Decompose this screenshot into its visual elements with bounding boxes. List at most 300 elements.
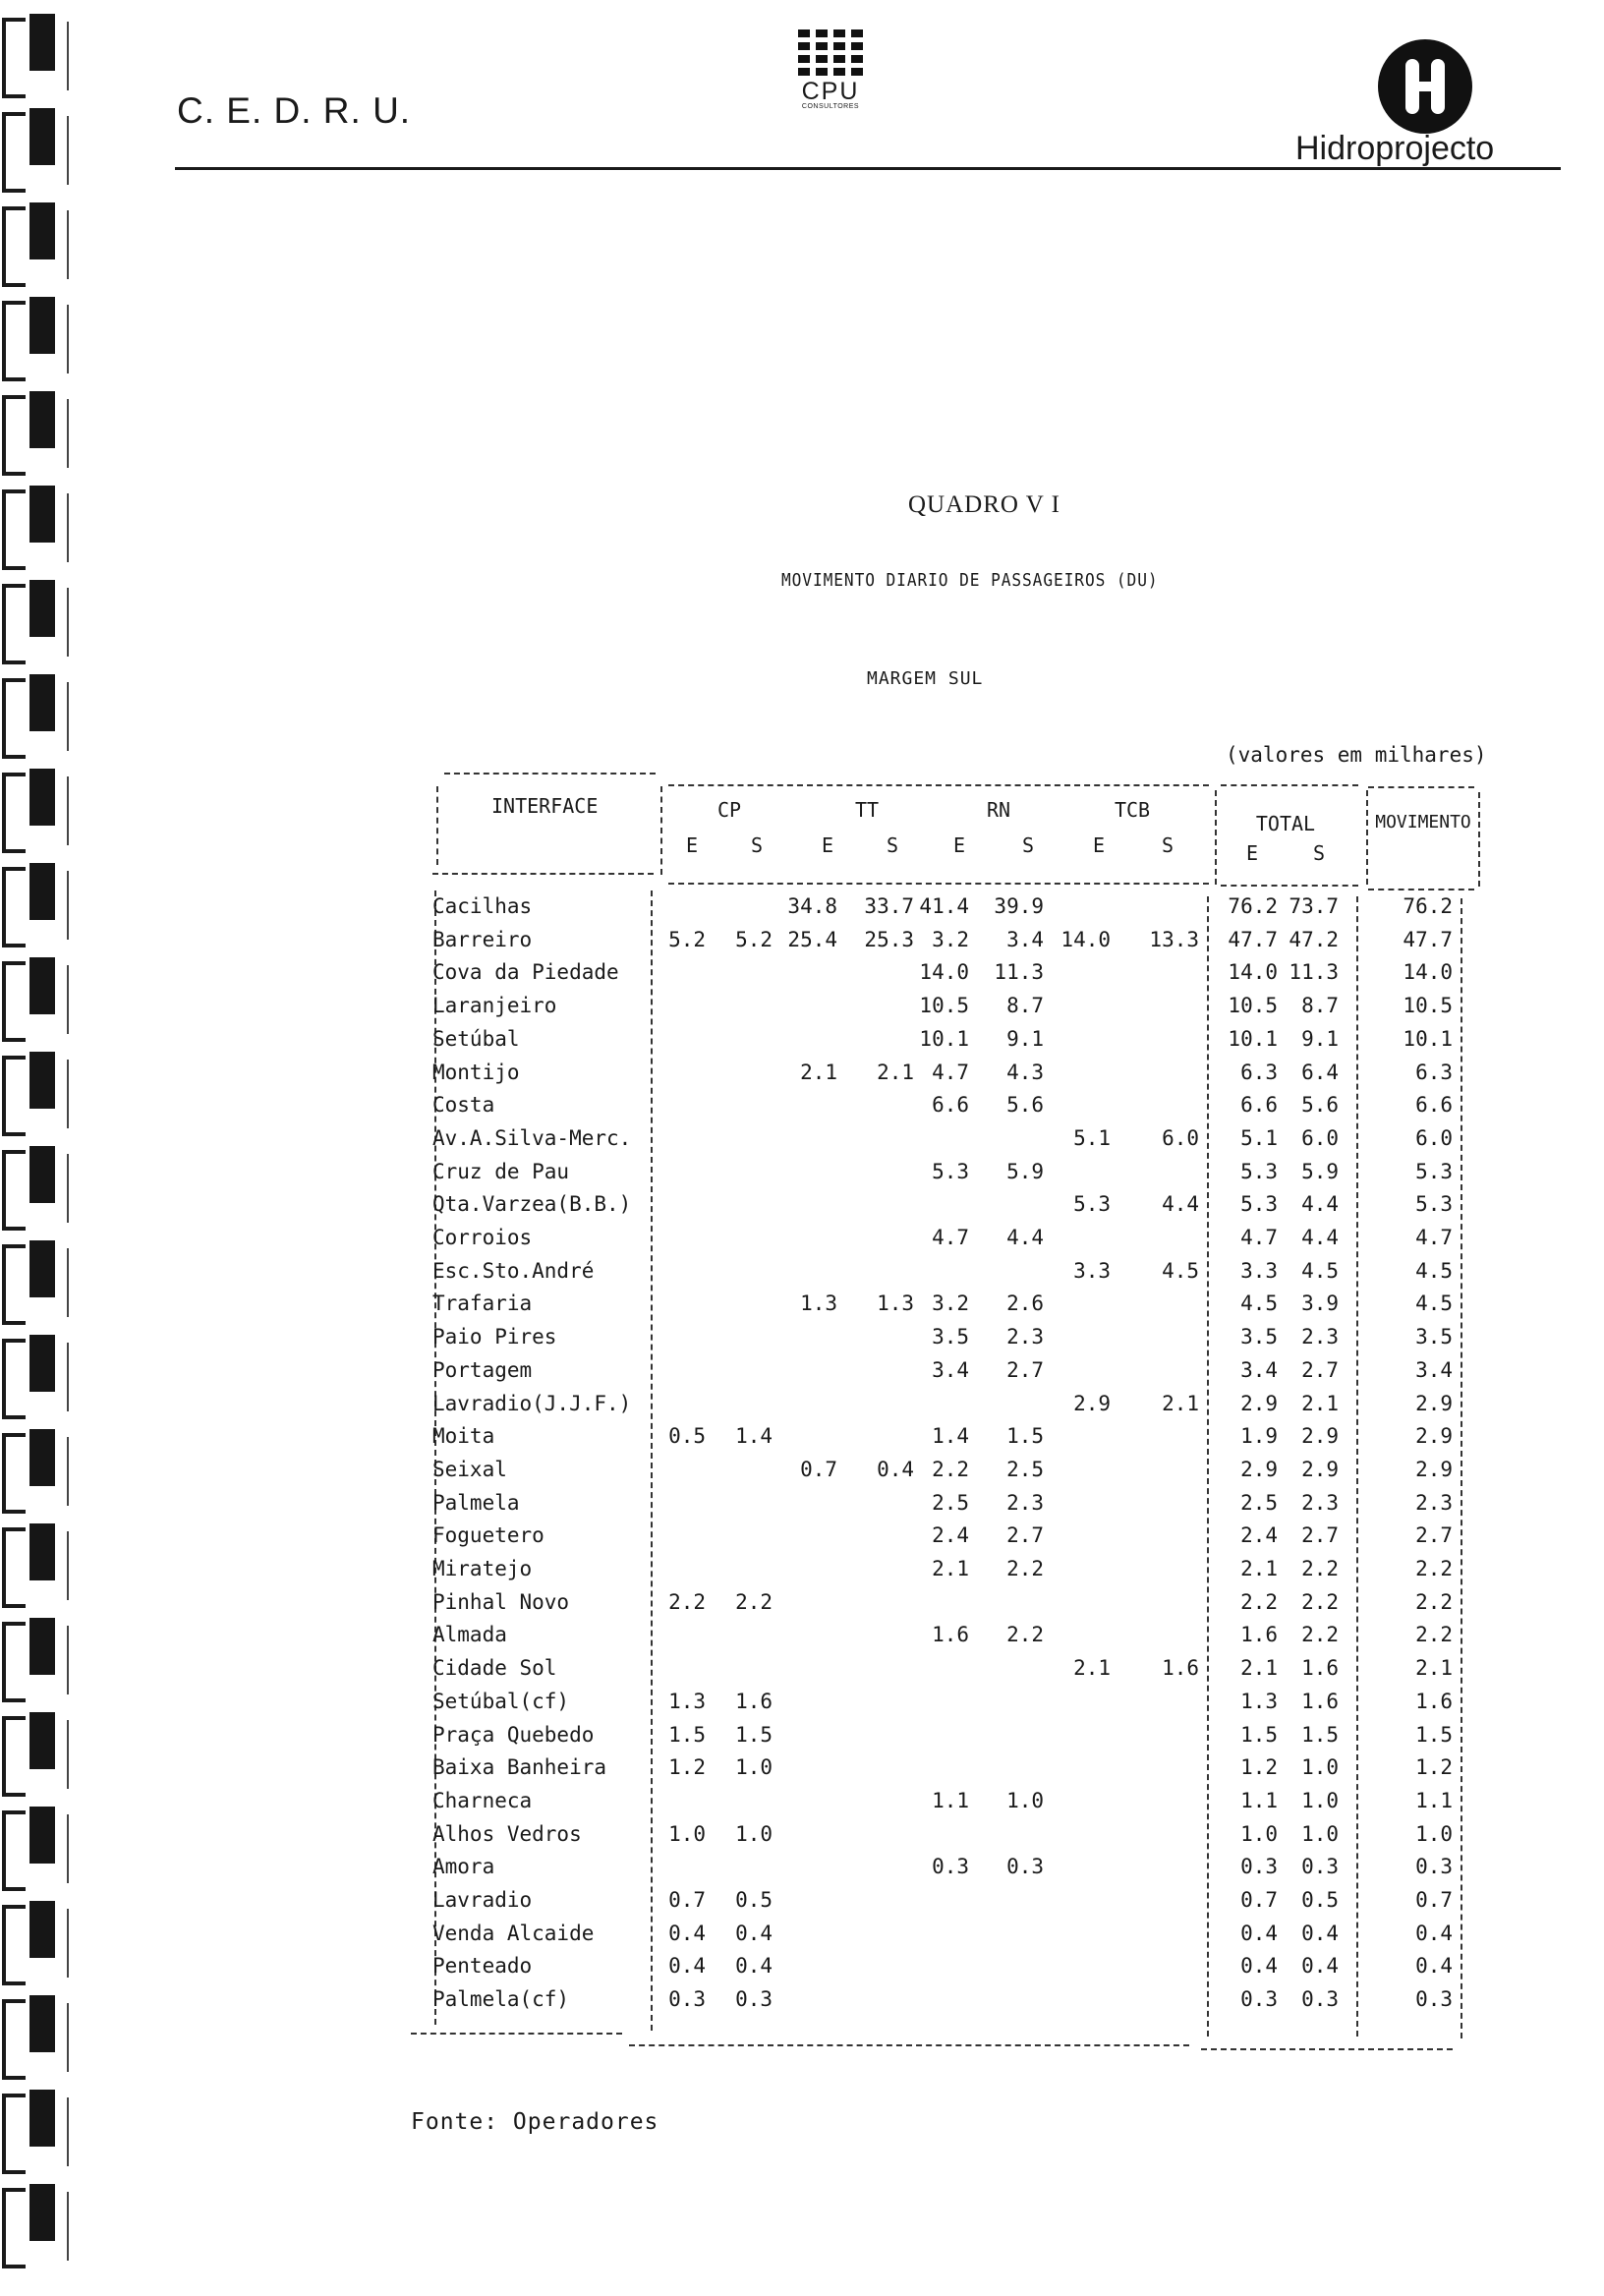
cpu-logo	[791, 29, 870, 110]
col-header-tt: TT	[854, 798, 880, 822]
quadro-number: QUADRO V I	[908, 491, 1060, 518]
table-cell: 0.3	[1301, 1987, 1339, 2012]
sub-header-s: S	[750, 833, 764, 857]
table-row	[0, 1491, 1604, 1524]
table-cell: 2.2	[668, 1589, 706, 1614]
table-row	[0, 1126, 1604, 1160]
table-cell: 1.0	[1301, 1788, 1339, 1812]
table-cell: 3.3	[1240, 1258, 1278, 1283]
table-cell: 1.1	[1240, 1788, 1278, 1812]
table-cell: 1.6	[1301, 1689, 1339, 1713]
table-cell: 2.3	[1301, 1325, 1339, 1349]
col-header-tcb: TCB	[1114, 798, 1151, 822]
table-cell: 5.3	[1240, 1159, 1278, 1183]
binding-ring-icon	[0, 576, 73, 666]
table-cell: 2.1	[1240, 1557, 1278, 1580]
table-cell: 2.4	[1240, 1523, 1278, 1548]
interface-name: Lavradio(J.J.F.)	[432, 1391, 632, 1415]
table-row	[0, 1458, 1604, 1491]
table-cell: 2.2	[1415, 1589, 1453, 1614]
table-cell: 1.1	[1415, 1788, 1453, 1812]
table-cell: 47.7	[1228, 927, 1278, 951]
table-row	[0, 1855, 1604, 1888]
table-cell: 3.5	[1415, 1325, 1453, 1349]
table-cell: 13.3	[1149, 927, 1199, 951]
table-cell: 1.6	[1415, 1689, 1453, 1713]
table-cell: 4.4	[1301, 1226, 1339, 1249]
table-row	[0, 1061, 1604, 1094]
cpu-logo-text: CPU	[801, 78, 860, 105]
table-cell: 0.3	[1240, 1855, 1278, 1879]
interface-name: Lavradio	[432, 1888, 533, 1912]
table-cell: 2.1	[1073, 1656, 1111, 1681]
interface-name: Costa	[432, 1093, 495, 1118]
interface-name: Corroios	[432, 1226, 533, 1249]
table-cell: 2.9	[1415, 1424, 1453, 1449]
table-cell: 3.2	[932, 1292, 969, 1316]
table-row	[0, 1093, 1604, 1126]
table-cell: 1.6	[1240, 1623, 1278, 1647]
table-cell: 5.9	[1301, 1159, 1339, 1183]
table-cell: 0.3	[735, 1987, 773, 2012]
table-cell: 3.5	[1240, 1325, 1278, 1349]
table-cell: 14.0	[919, 960, 969, 985]
table-cell: 5.6	[1301, 1093, 1339, 1118]
table-rule	[1366, 790, 1368, 885]
table-cell: 8.7	[1301, 994, 1339, 1018]
table-cell: 0.7	[800, 1457, 837, 1481]
table-cell: 2.1	[1240, 1656, 1278, 1681]
table-cell: 10.5	[1228, 994, 1278, 1018]
table-cell: 1.2	[1240, 1755, 1278, 1780]
table-cell: 2.2	[1415, 1623, 1453, 1647]
table-cell: 1.5	[1301, 1722, 1339, 1747]
table-cell: 5.2	[735, 927, 773, 951]
table-cell: 10.1	[1228, 1026, 1278, 1051]
table-cell: 47.2	[1289, 927, 1339, 951]
table-cell: 2.2	[1301, 1623, 1339, 1647]
table-cell: 4.5	[1301, 1258, 1339, 1283]
table-row	[0, 1888, 1604, 1922]
table-row	[0, 1723, 1604, 1756]
interface-name: Seixal	[432, 1457, 507, 1481]
table-cell: 2.1	[1301, 1391, 1339, 1415]
table-cell: 2.2	[1006, 1557, 1044, 1580]
table-row	[0, 994, 1604, 1027]
table-cell: 6.6	[1415, 1093, 1453, 1118]
table-cell: 4.3	[1006, 1060, 1044, 1084]
interface-name: Foguetero	[432, 1523, 544, 1548]
col-header-movimento: MOVIMENTO	[1375, 812, 1471, 832]
interface-name: Setúbal	[432, 1026, 520, 1051]
table-cell: 2.3	[1006, 1490, 1044, 1515]
table-cell: 1.6	[932, 1623, 969, 1647]
table-cell: 2.2	[1415, 1557, 1453, 1580]
table-cell: 0.4	[1301, 1954, 1339, 1979]
table-rule	[1368, 889, 1474, 890]
table-cell: 1.6	[1162, 1656, 1199, 1681]
table-cell: 2.6	[1006, 1292, 1044, 1316]
table-cell: 2.4	[932, 1523, 969, 1548]
table-cell: 2.9	[1073, 1391, 1111, 1415]
table-cell: 0.4	[1415, 1921, 1453, 1945]
table-cell: 0.5	[735, 1888, 773, 1912]
table-cell: 5.2	[668, 927, 706, 951]
table-cell: 39.9	[994, 894, 1044, 918]
table-cell: 10.5	[919, 994, 969, 1018]
table-cell: 1.0	[1240, 1821, 1278, 1846]
table-rule	[1221, 885, 1358, 887]
table-rule	[668, 883, 1209, 885]
binding-ring-icon	[0, 2086, 73, 2176]
table-cell: 14.0	[1060, 927, 1111, 951]
hidroprojecto-logo-text: Hidroprojecto	[1295, 130, 1495, 167]
table-cell: 2.1	[877, 1060, 914, 1084]
interface-name: Praça Quebedo	[432, 1722, 595, 1747]
cpu-logo-subtext: CONSULTORES	[801, 103, 860, 110]
table-cell: 3.4	[1415, 1357, 1453, 1382]
table-cell: 1.5	[1415, 1722, 1453, 1747]
table-cell: 3.4	[932, 1357, 969, 1382]
interface-name: Trafaria	[432, 1292, 533, 1316]
table-row	[0, 1755, 1604, 1789]
table-title: MOVIMENTO DIARIO DE PASSAGEIROS (DU)	[781, 570, 1159, 591]
interface-name: Cidade Sol	[432, 1656, 557, 1681]
table-cell: 4.4	[1006, 1226, 1044, 1249]
table-cell: 14.0	[1228, 960, 1278, 985]
interface-name: Esc.Sto.André	[432, 1258, 595, 1283]
table-cell: 47.7	[1403, 927, 1453, 951]
table-cell: 4.5	[1415, 1258, 1453, 1283]
table-cell: 4.7	[1415, 1226, 1453, 1249]
cpu-grid-icon	[791, 29, 870, 76]
table-row	[0, 1226, 1604, 1259]
table-row	[0, 1292, 1604, 1325]
table-cell: 1.0	[1301, 1821, 1339, 1846]
table-cell: 0.5	[668, 1424, 706, 1449]
table-row	[0, 1325, 1604, 1358]
table-cell: 6.0	[1301, 1125, 1339, 1150]
table-cell: 0.7	[1240, 1888, 1278, 1912]
interface-name: Penteado	[432, 1954, 533, 1979]
table-rule	[660, 786, 662, 875]
table-cell: 4.4	[1162, 1192, 1199, 1217]
table-cell: 1.2	[668, 1755, 706, 1780]
table-cell: 1.3	[668, 1689, 706, 1713]
table-cell: 5.3	[1240, 1192, 1278, 1217]
table-cell: 5.9	[1006, 1159, 1044, 1183]
table-cell: 2.7	[1415, 1523, 1453, 1548]
units-note: (valores em milhares)	[1226, 743, 1487, 767]
interface-name: Portagem	[432, 1357, 533, 1382]
interface-name: Cova da Piedade	[432, 960, 619, 985]
table-cell: 2.3	[1006, 1325, 1044, 1349]
table-cell: 4.7	[1240, 1226, 1278, 1249]
table-cell: 1.0	[1415, 1821, 1453, 1846]
table-cell: 11.3	[1289, 960, 1339, 985]
table-row	[0, 1392, 1604, 1425]
table-cell: 1.6	[735, 1689, 773, 1713]
source-note: Fonte: Operadores	[411, 2109, 659, 2135]
table-cell: 33.7	[864, 894, 914, 918]
table-cell: 6.4	[1301, 1060, 1339, 1084]
table-cell: 8.7	[1006, 994, 1044, 1018]
table-row	[0, 1259, 1604, 1292]
table-row	[0, 1027, 1604, 1061]
sub-header-e: E	[1245, 841, 1259, 865]
table-cell: 3.9	[1301, 1292, 1339, 1316]
interface-name: Av.A.Silva-Merc.	[432, 1125, 632, 1150]
table-cell: 0.4	[877, 1457, 914, 1481]
sub-header-s: S	[1161, 833, 1174, 857]
interface-name: Moita	[432, 1424, 495, 1449]
table-cell: 5.1	[1240, 1125, 1278, 1150]
table-cell: 1.0	[1301, 1755, 1339, 1780]
table-rule	[1221, 784, 1358, 786]
table-cell: 1.4	[932, 1424, 969, 1449]
table-cell: 0.3	[1415, 1855, 1453, 1879]
binding-ring-icon	[0, 199, 73, 289]
table-cell: 6.0	[1162, 1125, 1199, 1150]
interface-name: Palmela(cf)	[432, 1987, 570, 2012]
table-rule	[1201, 2048, 1453, 2050]
table-cell: 1.6	[1301, 1656, 1339, 1681]
table-cell: 0.3	[1415, 1987, 1453, 2012]
sub-header-s: S	[886, 833, 899, 857]
table-cell: 1.0	[1006, 1788, 1044, 1812]
interface-name: Montijo	[432, 1060, 520, 1084]
table-cell: 0.4	[735, 1921, 773, 1945]
sub-header-s: S	[1312, 841, 1326, 865]
cedru-logo-text: C. E. D. R. U.	[177, 90, 412, 131]
table-cell: 2.1	[932, 1557, 969, 1580]
table-cell: 4.7	[932, 1226, 969, 1249]
table-cell: 1.5	[1240, 1722, 1278, 1747]
table-row	[0, 1987, 1604, 2021]
binding-ring-icon	[0, 104, 73, 195]
table-cell: 76.2	[1228, 894, 1278, 918]
table-cell: 1.2	[1415, 1755, 1453, 1780]
interface-name: Pinhal Novo	[432, 1589, 570, 1614]
table-cell: 1.4	[735, 1424, 773, 1449]
sub-header-e: E	[685, 833, 699, 857]
col-header-interface: INTERFACE	[491, 794, 599, 818]
table-cell: 5.3	[1415, 1159, 1453, 1183]
interface-name: Laranjeiro	[432, 994, 557, 1018]
table-cell: 41.4	[919, 894, 969, 918]
interface-name: Venda Alcaide	[432, 1921, 595, 1945]
table-cell: 2.1	[1415, 1656, 1453, 1681]
table-cell: 2.2	[932, 1457, 969, 1481]
table-row	[0, 894, 1604, 928]
interface-name: Palmela	[432, 1490, 520, 1515]
table-row	[0, 1590, 1604, 1624]
interface-name: Cacilhas	[432, 894, 533, 918]
table-cell: 2.5	[932, 1490, 969, 1515]
table-row	[0, 1656, 1604, 1690]
table-cell: 0.4	[1415, 1954, 1453, 1979]
table-cell: 2.9	[1415, 1457, 1453, 1481]
binding-ring-icon	[0, 765, 73, 855]
table-cell: 34.8	[787, 894, 837, 918]
table-row	[0, 1358, 1604, 1392]
table-row	[0, 1690, 1604, 1723]
interface-name: Baixa Banheira	[432, 1755, 607, 1780]
table-cell: 9.1	[1006, 1026, 1044, 1051]
table-cell: 1.0	[735, 1755, 773, 1780]
table-cell: 5.6	[1006, 1093, 1044, 1118]
table-row	[0, 1954, 1604, 1987]
table-row	[0, 1789, 1604, 1822]
table-row	[0, 1160, 1604, 1193]
table-cell: 4.5	[1240, 1292, 1278, 1316]
interface-name: Cruz de Pau	[432, 1159, 570, 1183]
table-rule	[436, 786, 438, 865]
col-header-total: TOTAL	[1255, 812, 1316, 835]
table-cell: 2.9	[1301, 1457, 1339, 1481]
table-row	[0, 960, 1604, 994]
binding-ring-icon	[0, 387, 73, 478]
table-cell: 76.2	[1403, 894, 1453, 918]
table-rule	[1478, 792, 1480, 887]
table-cell: 4.5	[1162, 1258, 1199, 1283]
table-cell: 6.3	[1240, 1060, 1278, 1084]
table-cell: 3.3	[1073, 1258, 1111, 1283]
table-cell: 2.9	[1415, 1391, 1453, 1415]
table-cell: 1.3	[1240, 1689, 1278, 1713]
table-row	[0, 1424, 1604, 1458]
table-cell: 1.9	[1240, 1424, 1278, 1449]
table-cell: 25.4	[787, 927, 837, 951]
header-rule	[175, 167, 1561, 170]
table-cell: 2.7	[1006, 1523, 1044, 1548]
table-cell: 1.5	[1006, 1424, 1044, 1449]
table-cell: 1.3	[800, 1292, 837, 1316]
table-cell: 0.4	[1240, 1921, 1278, 1945]
table-cell: 6.6	[932, 1093, 969, 1118]
binding-ring-icon	[0, 10, 73, 100]
table-cell: 2.3	[1301, 1490, 1339, 1515]
table-cell: 5.3	[1415, 1192, 1453, 1217]
table-cell: 2.1	[1162, 1391, 1199, 1415]
table-row	[0, 1192, 1604, 1226]
table-cell: 10.1	[919, 1026, 969, 1051]
table-cell: 1.1	[932, 1788, 969, 1812]
table-cell: 2.9	[1301, 1424, 1339, 1449]
table-cell: 3.4	[1006, 927, 1044, 951]
table-cell: 2.7	[1301, 1357, 1339, 1382]
table-cell: 1.5	[735, 1722, 773, 1747]
table-cell: 0.7	[1415, 1888, 1453, 1912]
interface-name: Setúbal(cf)	[432, 1689, 570, 1713]
table-subtitle: MARGEM SUL	[867, 668, 984, 689]
table-cell: 2.7	[1301, 1523, 1339, 1548]
interface-name: Qta.Varzea(B.B.)	[432, 1192, 632, 1217]
table-cell: 0.3	[1006, 1855, 1044, 1879]
table-rule	[444, 773, 656, 775]
table-cell: 0.4	[1240, 1954, 1278, 1979]
sub-header-s: S	[1021, 833, 1035, 857]
table-cell: 10.5	[1403, 994, 1453, 1018]
table-cell: 0.4	[668, 1921, 706, 1945]
table-cell: 0.3	[1301, 1855, 1339, 1879]
table-rule	[411, 2033, 622, 2035]
sub-header-e: E	[1092, 833, 1106, 857]
sub-header-e: E	[821, 833, 834, 857]
interface-name: Barreiro	[432, 927, 533, 951]
table-cell: 1.3	[877, 1292, 914, 1316]
table-row	[0, 1623, 1604, 1656]
interface-name: Miratejo	[432, 1557, 533, 1580]
interface-name: Amora	[432, 1855, 495, 1879]
table-cell: 3.4	[1240, 1357, 1278, 1382]
table-cell: 0.3	[668, 1987, 706, 2012]
table-cell: 0.4	[668, 1954, 706, 1979]
table-cell: 4.7	[932, 1060, 969, 1084]
table-rule	[629, 2044, 1189, 2046]
interface-name: Alhos Vedros	[432, 1821, 582, 1846]
table-cell: 6.0	[1415, 1125, 1453, 1150]
table-cell: 2.2	[1301, 1557, 1339, 1580]
table-cell: 2.1	[800, 1060, 837, 1084]
table-rule	[1215, 790, 1217, 885]
table-cell: 73.7	[1289, 894, 1339, 918]
table-rule	[1368, 786, 1474, 788]
binding-ring-icon	[0, 293, 73, 383]
table-cell: 2.5	[1240, 1490, 1278, 1515]
hidroprojecto-logo-icon	[1376, 37, 1474, 136]
binding-ring-icon	[0, 2180, 73, 2270]
table-cell: 4.4	[1301, 1192, 1339, 1217]
table-cell: 6.6	[1240, 1093, 1278, 1118]
interface-name: Almada	[432, 1623, 507, 1647]
table-cell: 1.0	[735, 1821, 773, 1846]
table-cell: 2.3	[1415, 1490, 1453, 1515]
table-rule	[668, 784, 1209, 786]
sub-header-e: E	[952, 833, 966, 857]
table-cell: 10.1	[1403, 1026, 1453, 1051]
table-cell: 1.0	[668, 1821, 706, 1846]
table-cell: 0.7	[668, 1888, 706, 1912]
table-cell: 4.5	[1415, 1292, 1453, 1316]
table-cell: 14.0	[1403, 960, 1453, 985]
table-cell: 9.1	[1301, 1026, 1339, 1051]
table-cell: 3.5	[932, 1325, 969, 1349]
table-cell: 0.3	[932, 1855, 969, 1879]
table-cell: 3.2	[932, 927, 969, 951]
table-cell: 0.3	[1240, 1987, 1278, 2012]
col-header-cp: CP	[716, 798, 742, 822]
interface-name: Paio Pires	[432, 1325, 557, 1349]
table-row	[0, 1922, 1604, 1955]
binding-ring-icon	[0, 670, 73, 761]
col-header-rn: RN	[986, 798, 1011, 822]
table-rule	[432, 873, 654, 875]
table-cell: 25.3	[864, 927, 914, 951]
table-cell: 2.7	[1006, 1357, 1044, 1382]
table-cell: 2.5	[1006, 1457, 1044, 1481]
table-cell: 5.3	[1073, 1192, 1111, 1217]
table-cell: 2.2	[735, 1589, 773, 1614]
table-cell: 11.3	[994, 960, 1044, 985]
table-row	[0, 1523, 1604, 1557]
binding-ring-icon	[0, 482, 73, 572]
table-cell: 2.9	[1240, 1457, 1278, 1481]
table-cell: 0.5	[1301, 1888, 1339, 1912]
table-row	[0, 928, 1604, 961]
table-cell: 0.4	[735, 1954, 773, 1979]
table-cell: 2.2	[1006, 1623, 1044, 1647]
